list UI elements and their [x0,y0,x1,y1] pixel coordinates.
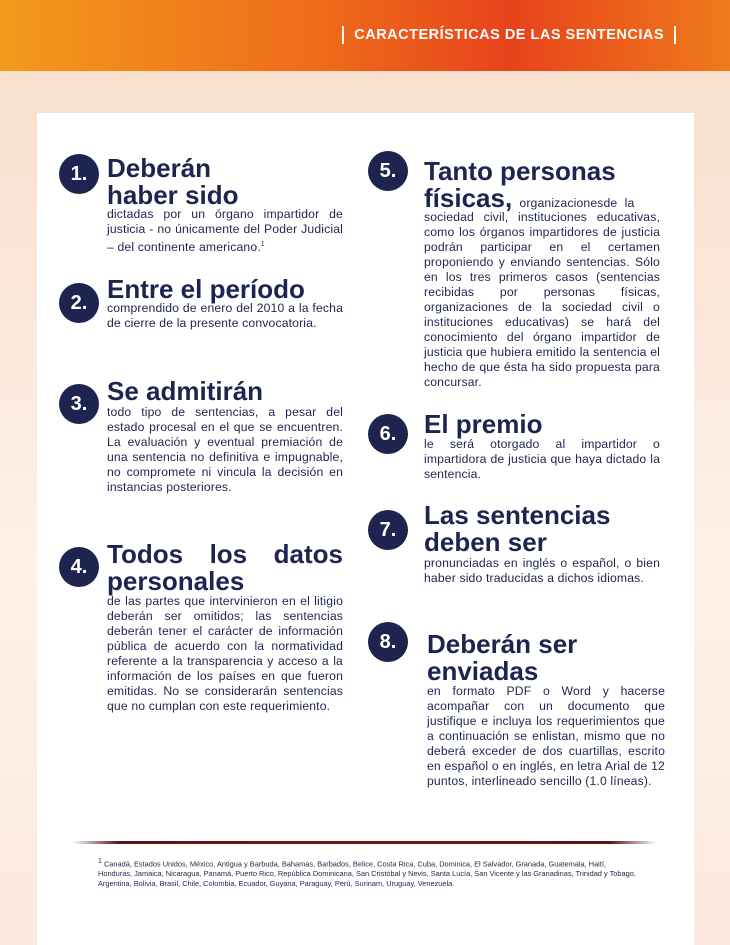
item-number-6: 6. [368,414,408,454]
heading-4-word2: los [209,539,248,569]
item-heading-7: Las sentencias deben ser [424,500,611,557]
item-heading-6: El premio [424,409,543,439]
item-heading-1: Deberán haber sido [107,153,239,210]
footnote-marker: 1 [98,858,102,865]
heading-4-word1: Todos [107,539,184,569]
item-text-2: comprendido de enero del 2010 a la fecha de cierre de la presente convocatoria. [107,301,343,330]
item-heading-3: Se admitirán [107,376,264,406]
footnote-text: Canadá, Estados Unidos, México, Antigua y Barbuda, Bahamas, Barbados, Belice, Costa Rica, Cuba, Dominica, El Salvador, Granada, Guatemala, Haití, Honduras, Jamaica, Nicaragua, Panamá, Puerto Rico, República Dominicana, San Cristóbal y Nevis, Santa Lucía, San Vicente y las Granadinas, Trinidad y Tobago, Argentina, Bolivia, Brasil, Chile, Colombia, Ecuador, Guyana, Paraguay, Perú, Surinam, Uruguay, Venezuela. [98,859,636,889]
item-text-1 [107,207,343,255]
item-text-5-inline: organizacionesde la [519,196,635,210]
item-heading-4-line2: personales [107,566,245,596]
header-title: CARACTERÍSTICAS DE LAS SENTENCIAS [354,27,664,43]
divider-rule [72,841,657,844]
item-text-4: de las partes que intervinieron en el litigio deberán ser omitidos; las sentencias deberán tener el carácter de información pública de acuerdo con la normatividad referente a la transparencia y acceso a la información de los países en que fueron emitidas. No se considerarán sentencias que no cumplan con este requerimiento. [107,594,343,713]
footnote [98,857,638,889]
divider-bar-right [674,26,676,44]
item-number-5: 5. [368,151,408,191]
heading-5-word: físicas, [424,183,513,213]
item-heading-8: Deberán ser enviadas [427,629,578,686]
item-number-2: 2. [59,283,99,323]
item-number-1: 1. [59,154,99,194]
item-text-5: sociedad civil, instituciones educativas, como los órganos impartidores de justicia podrán participar en el certamen proponiendo y enviando sentencias. Sólo en los tres primeros casos (sentencias recibidas por personas físicas, organizaciones de la sociedad civil o instituciones educativas) se hará del conocimiento del órgano impartidor de justicia que hubiera emitido la sentencia el hecho de que ésta ha sido propuesta para concursar. [424,210,660,389]
item-text-3: todo tipo de sentencias, a pesar del estado procesal en el que se encuentren. La evaluación y eventual premiación de una sentencia no definitiva e impugnable, no compromete ni vincula la decisión en instancias posteriores. [107,405,343,494]
item-heading-5-line1: Tanto personas [424,156,616,186]
item-heading-4-line1 [107,541,343,568]
item-number-3: 3. [59,384,99,424]
item-text-8: en formato PDF o Word y hacerse acompañar con un documento que justifique e incluya los requerimientos que a continuación se enlistan, mismo que no deberá exceder de dos cuartillas, escrito en español o en inglés, en letra Arial de 12 puntos, interlineado sencillo (1.0 líneas). [427,684,665,788]
item-text-1-content: dictadas por un órgano impartidor de justicia - no únicamente del Poder Judicial – del continente americano. [107,207,343,255]
item-number-4: 4. [59,547,99,587]
footnote-ref: 1 [260,241,265,248]
item-number-7: 7. [368,510,408,550]
item-text-7: pronunciadas en inglés o español, o bien haber sido traducidas a dichos idiomas. [424,556,660,585]
divider-bar-left [342,26,344,44]
page-header [0,0,730,71]
heading-4-word3: datos [273,539,343,569]
item-heading-2: Entre el período [107,274,305,304]
header-title-block [332,26,686,44]
item-number-8: 8. [368,622,408,662]
item-heading-4 [107,541,343,568]
item-text-6: le será otorgado al impartidor o impartidora de justicia que haya dictado la sentencia. [424,437,660,481]
